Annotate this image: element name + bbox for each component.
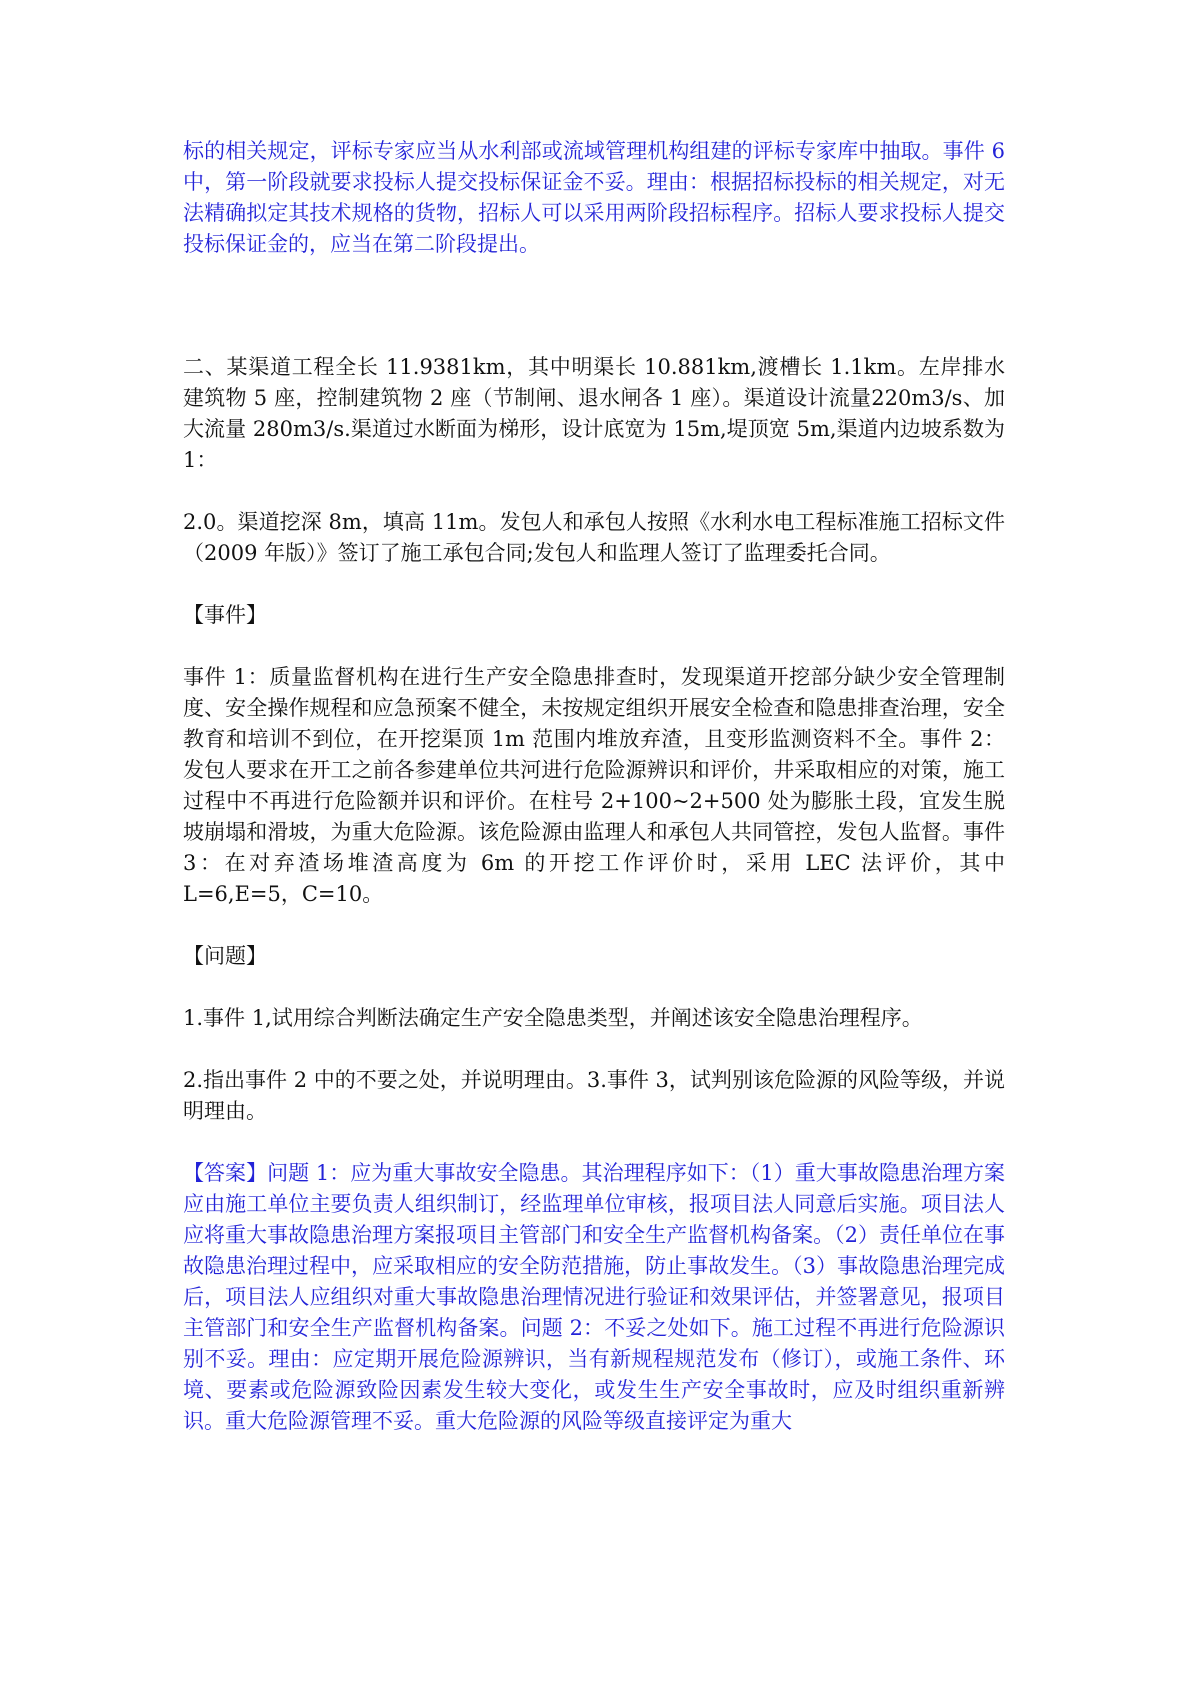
case-intro-paragraph: 二、某渠道工程全长 11.9381km，其中明渠长 10.881km,渡槽长 1.1km。左岸排水建筑物 5 座，控制建筑物 2 座（节制闸、退水闸各 1 座）。渠道设计流量220m3/s、加大流量 280m3/s.渠道过水断面为梯形，设计底宽为 15m,堤顶宽 5m,渠道内边坡系数为 1： [183, 355, 1005, 472]
question-1: 1.事件 1,试用综合判断法确定生产安全隐患类型，并阐述该安全隐患治理程序。 [183, 1006, 923, 1030]
events-heading: 【事件】 [183, 603, 267, 627]
events-paragraph: 事件 1：质量监督机构在进行生产安全隐患排查时，发现渠道开挖部分缺少安全管理制度、安全操作规程和应急预案不健全，未按规定组织开展安全检查和隐患排查治理，安全教育和培训不到位，在开挖渠顶 1m 范围内堆放弃渣，且变形监测资料不全。事件 2：发包人要求在开工之前各参建单位共河进行危险源辨识和评价，井采取相应的对策，施工过程中不再进行危险额并识和评价。在柱号 2+100~2+500 处为膨胀土段，宜发生脱坡崩塌和滑坡，为重大危险源。该危险源由监理人和承包人共同管控，发包人监督。事件 3：在对弃渣场堆渣高度为 6m 的开挖工作评价时，采用 LEC 法评价，其中 L=6,E=5，C=10。 [183, 665, 1005, 906]
questions-heading: 【问题】 [183, 944, 267, 968]
previous-answer-paragraph: 标的相关规定，评标专家应当从水利部或流域管理机构组建的评标专家库中抽取。事件 6 中，第一阶段就要求投标人提交投标保证金不妥。理由：根据招标投标的相关规定，对无法精确拟定其技术规格的货物，招标人可以采用两阶段招标程序。招标人要求投标人提交投标保证金的，应当在第二阶段提出。 [183, 139, 1005, 256]
section-spacer [183, 260, 1005, 352]
document-page [183, 136, 1005, 1437]
question-2-3: 2.指出事件 2 中的不要之处，并说明理由。3.事件 3，试判别该危险源的风险等级，并说明理由。 [183, 1068, 1005, 1123]
case-intro-continued-paragraph: 2.0。渠道挖深 8m，填高 11m。发包人和承包人按照《水利水电工程标准施工招标文件（2009 年版）》签订了施工承包合同;发包人和监理人签订了监理委托合同。 [183, 510, 1005, 565]
answer-paragraph: 【答案】问题 1：应为重大事故安全隐患。其治理程序如下：（1）重大事故隐患治理方案应由施工单位主要负责人组织制订，经监理单位审核，报项目法人同意后实施。项目法人应将重大事故隐患治理方案报项目主管部门和安全生产监督机构备案。（2）责任单位在事故隐患治理过程中，应采取相应的安全防范措施，防止事故发生。（3）事故隐患治理完成后，项目法人应组织对重大事故隐患治理情况进行验证和效果评估，并签署意见，报项目主管部门和安全生产监督机构备案。问题 2：不妥之处如下。施工过程不再进行危险源识别不妥。理由：应定期开展危险源辨识，当有新规程规范发布（修订），或施工条件、环境、要素或危险源致险因素发生较大变化，或发生生产安全事故时，应及时组织重新辨识。重大危险源管理不妥。重大危险源的风险等级直接评定为重大 [183, 1161, 1005, 1433]
